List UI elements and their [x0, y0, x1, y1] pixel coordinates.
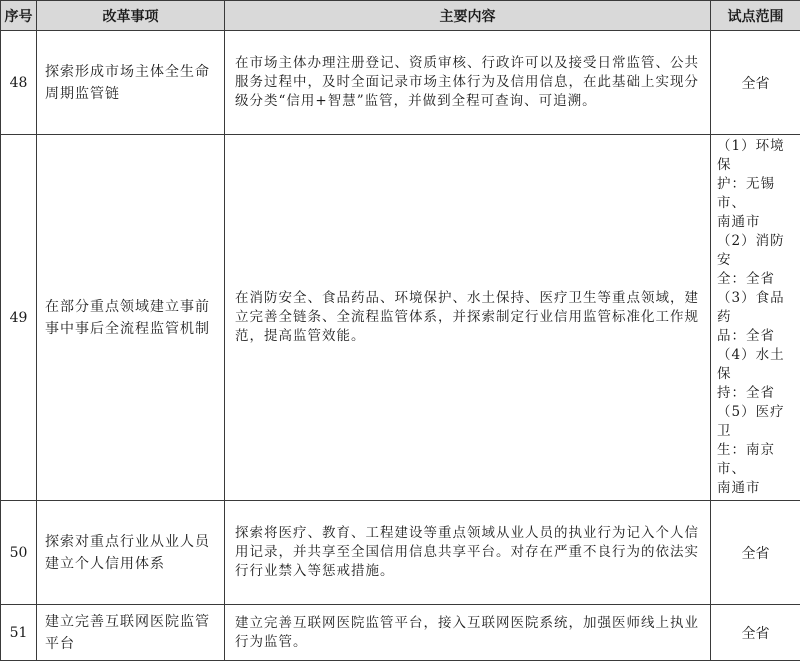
table-row: [1, 605, 800, 661]
scope-line: （1）环境保: [717, 137, 794, 175]
table-row: [1, 501, 800, 605]
table-row: [1, 31, 800, 135]
scope-line: （5）医疗卫: [717, 403, 794, 441]
row-item: 建立完善互联网医院监管平台: [37, 605, 225, 661]
scope-line: 品：全省: [717, 327, 794, 346]
row-content: 探索将医疗、教育、工程建设等重点领域从业人员的执业行为记入个人信用记录，并共享至全国信用信息共享平台。对存在严重不良行为的依法实行行业禁入等惩戒措施。: [225, 501, 711, 605]
table-row: [1, 135, 800, 501]
scope-line: （2）消防安: [717, 232, 794, 270]
row-number: 48: [1, 31, 37, 135]
row-number: 49: [1, 135, 37, 501]
scope-line: 南通市: [717, 213, 794, 232]
row-scope: 全省: [711, 605, 800, 661]
row-content: 在消防安全、食品药品、环境保护、水土保持、医疗卫生等重点领域，建立完善全链条、全流程监管体系，并探索制定行业信用监管标准化工作规范，提高监管效能。: [225, 135, 711, 501]
header-content: 主要内容: [225, 1, 711, 31]
row-content: 建立完善互联网医院监管平台，接入互联网医院系统，加强医师线上执业行为监管。: [225, 605, 711, 661]
row-scope: 全省: [711, 501, 800, 605]
header-number: 序号: [1, 1, 37, 31]
row-item: 探索对重点行业从业人员建立个人信用体系: [37, 501, 225, 605]
row-scope-list: [711, 135, 800, 501]
header-row: [1, 1, 800, 31]
row-number: 50: [1, 501, 37, 605]
header-item: 改革事项: [37, 1, 225, 31]
scope-line: 生：南京市、: [717, 441, 794, 479]
row-number: 51: [1, 605, 37, 661]
scope-line: 全：全省: [717, 270, 794, 289]
scope-line: 南通市: [717, 479, 794, 498]
scope-line: 持：全省: [717, 384, 794, 403]
scope-line: 护：无锡市、: [717, 175, 794, 213]
row-item: 在部分重点领域建立事前事中事后全流程监管机制: [37, 135, 225, 501]
row-scope: 全省: [711, 31, 800, 135]
row-item: 探索形成市场主体全生命周期监管链: [37, 31, 225, 135]
scope-line: （3）食品药: [717, 289, 794, 327]
row-content: 在市场主体办理注册登记、资质审核、行政许可以及接受日常监管、公共服务过程中，及时全面记录市场主体行为及信用信息，在此基础上实现分级分类“信用+智慧”监管，并做到全程可查询、可追溯。: [225, 31, 711, 135]
scope-line: （4）水土保: [717, 346, 794, 384]
header-scope: 试点范围: [711, 1, 800, 31]
